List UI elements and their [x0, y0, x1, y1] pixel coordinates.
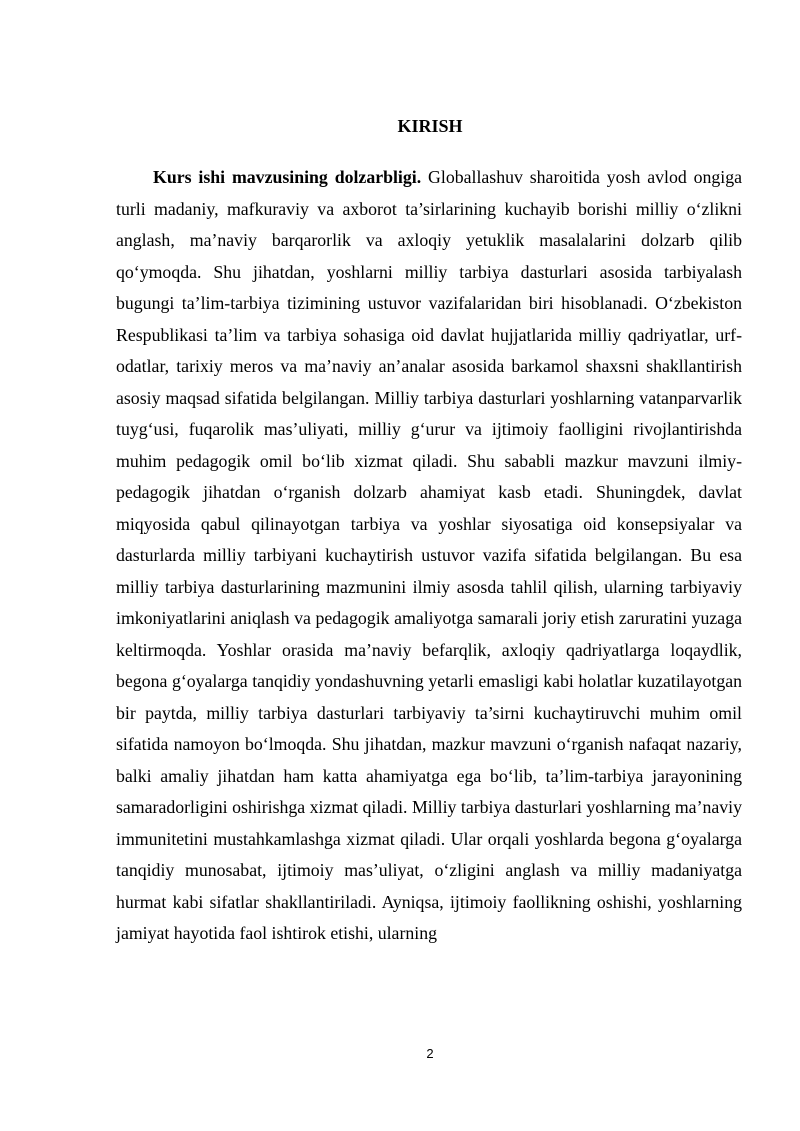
paragraph-lead: Kurs ishi mavzusining dolzarbligi.: [153, 167, 422, 187]
body-paragraph: [116, 162, 742, 950]
page-number: 2: [426, 1046, 434, 1061]
section-heading: KIRISH: [397, 116, 463, 136]
paragraph-text: Globallashuv sharoitida yosh avlod ongiga turli madaniy, mafkuraviy va axborot ta’sirlarining kuchayib borishi milliy o‘zlikni anglash, ma’naviy barqarorlik va axloqiy yetuklik masalalarini dolzarb qilib qo‘ymoqda. Shu jihatdan, yoshlarni milliy tarbiya dasturlari asosida tarbiyalash bugungi ta’lim-tarbiya tizimining ustuvor vazifalaridan biri hisoblanadi. O‘zbekiston Respublikasi ta’lim va tarbiya sohasiga oid davlat hujjatlarida milliy qadriyatlar, urf-odatlar, tarixiy meros va ma’naviy an’analar asosida barkamol shaxsni shakllantirish asosiy maqsad sifatida belgilangan. Milliy tarbiya dasturlari yoshlarning vatanparvarlik tuyg‘usi, fuqarolik mas’uliyati, milliy g‘urur va ijtimoiy faolligini rivojlantirishda muhim pedagogik omil bo‘lib xizmat qiladi. Shu sababli mazkur mavzuni ilmiy-pedagogik jihatdan o‘rganish dolzarb ahamiyat kasb etadi. Shuningdek, davlat miqyosida qabul qilinayotgan tarbiya va yoshlar siyosatiga oid konsepsiyalar va dasturlarda milliy tarbiyani kuchaytirish ustuvor vazifa sifatida belgilangan. Bu esa milliy tarbiya dasturlarining mazmunini ilmiy asosda tahlil qilish, ularning tarbiyaviy imkoniyatlarini aniqlash va pedagogik amaliyotga samarali joriy etish zaruratini yuzaga keltirmoqda. Yoshlar orasida ma’naviy befarqlik, axloqiy qadriyatlarga loqaydlik, begona g‘oyalarga tanqidiy yondashuvning yetarli emasligi kabi holatlar kuzatilayotgan bir paytda, milliy tarbiya dasturlari tarbiyaviy ta’sirni kuchaytiruvchi muhim omil sifatida namoyon bo‘lmoqda. Shu jihatdan, mazkur mavzuni o‘rganish nafaqat nazariy, balki amaliy jihatdan ham katta ahamiyatga ega bo‘lib, ta’lim-tarbiya jarayonining samaradorligini oshirishga xizmat qiladi. Milliy tarbiya dasturlari yoshlarning ma’naviy immunitetini mustahkamlashga xizmat qiladi. Ular orqali yoshlarda begona g‘oyalarga tanqidiy munosabat, ijtimoiy mas’uliyat, o‘zligini anglash va milliy madaniyatga hurmat kabi sifatlar shakllantiriladi. Ayniqsa, ijtimoiy faollikning oshishi, yoshlarning jamiyat hayotida faol ishtirok etishi, ularning: [116, 167, 742, 943]
